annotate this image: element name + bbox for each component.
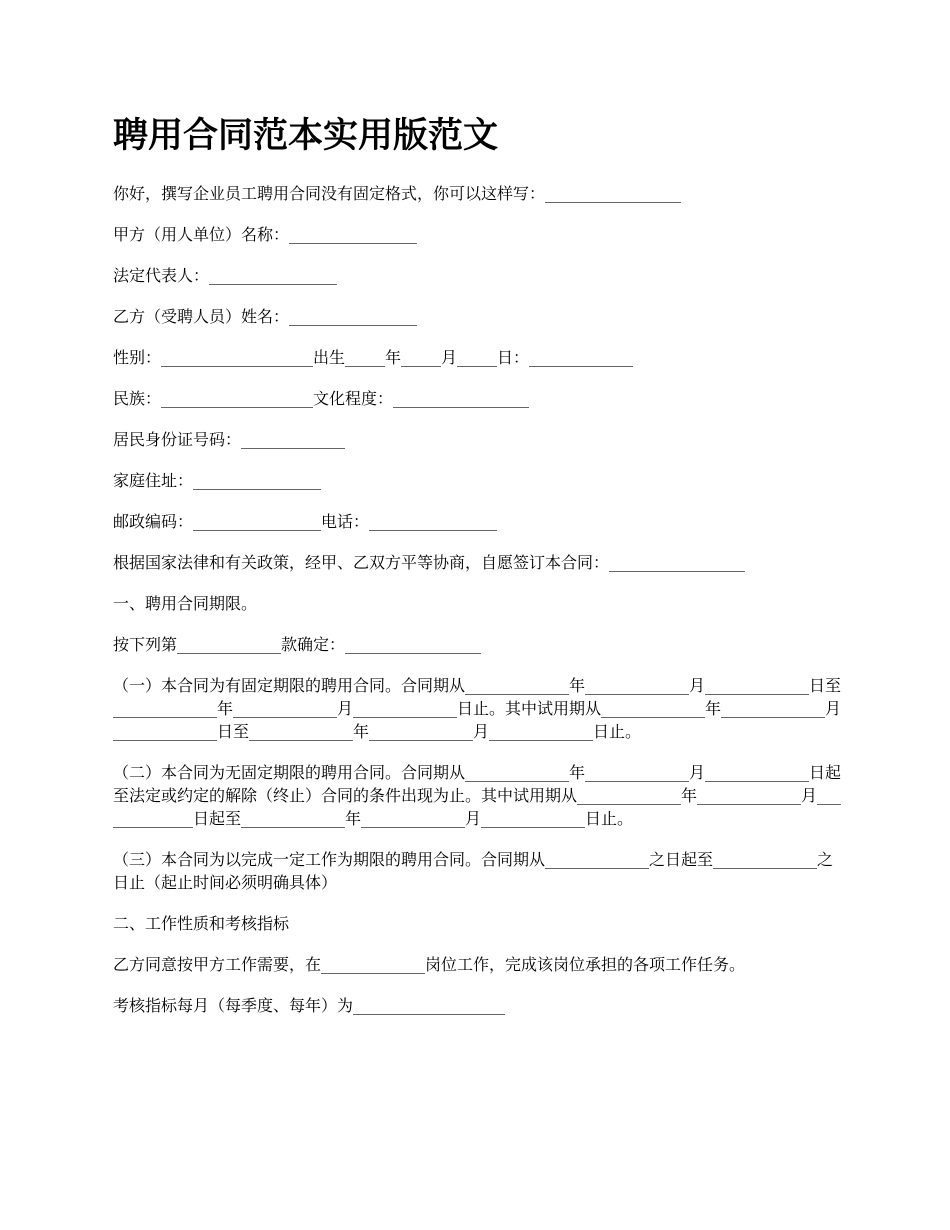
paragraph-work-position: 乙方同意按甲方工作需要，在_____________岗位工作，完成该岗位承担的各项工作任务。 [113,955,746,974]
paragraph-home-address: 家庭住址：________________ [113,471,322,490]
paragraph-fixed-term: （一）本合同为有固定期限的聘用合同。合同期从_____________年_____________月_____________日至_____________年_____________月_____________日止。其中试用期从_____________年_____________月_____________日至_____________年_____________月_____________日止。 [113,676,842,741]
document-title: 聘用合同范本实用版范文 [113,116,499,156]
paragraph-greeting: 你好，撰写企业员工聘用合同没有固定格式，你可以这样写：_________________ [113,184,682,203]
paragraph-assessment-index: 考核指标每月（每季度、每年）为___________________ [113,996,506,1015]
paragraph-party-a-name: 甲方（用人单位）名称：________________ [113,225,418,244]
paragraph-postcode-phone: 邮政编码：________________电话：________________ [113,512,498,531]
paragraph-id-number: 居民身份证号码：_____________ [113,430,346,449]
section-heading-term: 一、聘用合同期限。 [113,594,258,613]
paragraph-open-term: （二）本合同为无固定期限的聘用合同。合同期从_____________年_____________月_____________日起至法定或约定的解除（终止）合同的条件出现为止。其中试用期从_____________年_____________月_____________日起至_____________年_____________月_____________日止。 [113,763,842,828]
paragraph-term-selection: 按下列第_____________款确定：_________________ [113,635,482,654]
paragraph-party-b-name: 乙方（受聘人员）姓名：________________ [113,307,418,326]
document-page [113,112,843,1035]
paragraph-legal-representative: 法定代表人：________________ [113,266,338,285]
paragraph-ethnicity-education: 民族：___________________文化程度：_________________ [113,389,530,408]
paragraph-task-term: （三）本合同为以完成一定工作为期限的聘用合同。合同期从_____________之日起至_____________之日止（起止时间必须明确具体） [113,850,834,892]
section-heading-work-nature: 二、工作性质和考核指标 [113,914,290,933]
paragraph-preamble: 根据国家法律和有关政策，经甲、乙双方平等协商，自愿签订本合同：_________________ [113,553,746,572]
paragraph-gender-birth: 性别：___________________出生_____年_____月_____日：_____________ [113,348,634,367]
